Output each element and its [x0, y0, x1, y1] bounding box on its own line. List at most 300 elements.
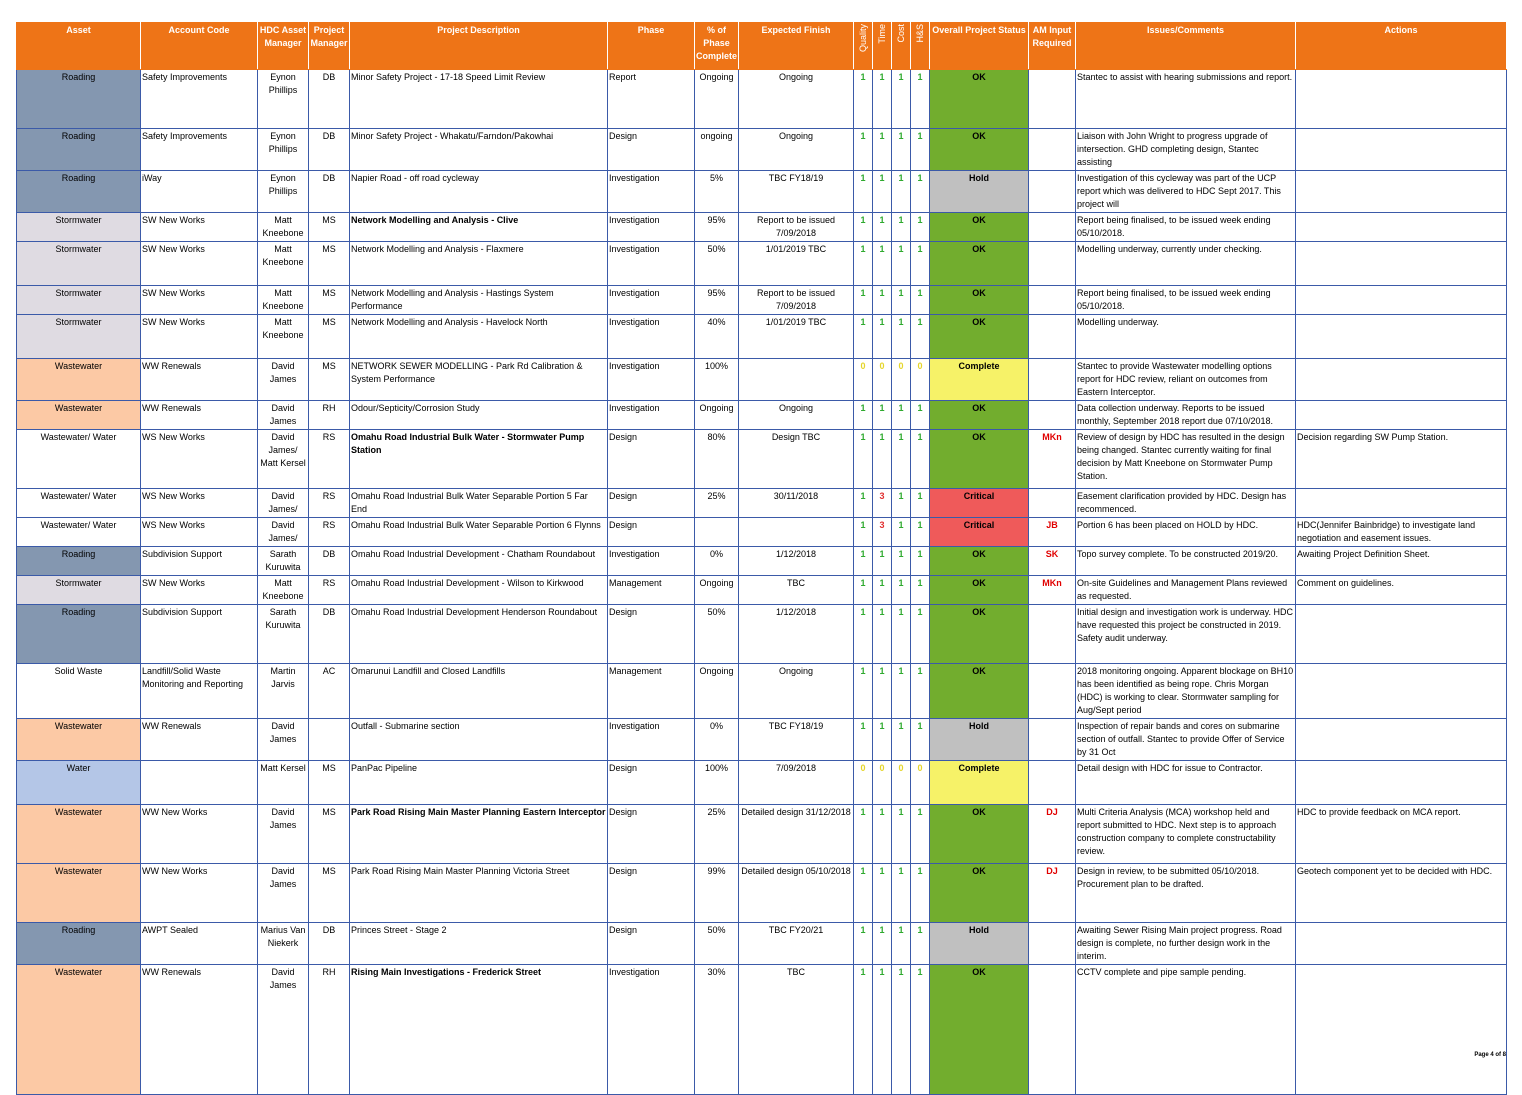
asset-cell: Roading [17, 547, 141, 576]
status-cell: OK [930, 664, 1029, 719]
phase-cell: Design [608, 923, 695, 965]
am-input-cell: MKn [1029, 576, 1076, 605]
time-cell: 1 [873, 923, 892, 965]
expected-finish-cell [739, 359, 854, 401]
phase-cell: Investigation [608, 213, 695, 242]
hs-cell: 1 [911, 965, 930, 1095]
actions-cell: Awaiting Project Definition Sheet. [1296, 547, 1507, 576]
header-account-code: Account Code [141, 23, 258, 70]
table-row [17, 171, 1507, 213]
description-cell: Napier Road - off road cycleway [350, 171, 608, 213]
cost-cell: 1 [892, 315, 911, 359]
percent-cell: 25% [695, 805, 739, 864]
table-row [17, 605, 1507, 664]
project-manager-cell: MS [309, 213, 350, 242]
phase-cell: Design [608, 605, 695, 664]
cost-cell: 1 [892, 576, 911, 605]
actions-cell [1296, 923, 1507, 965]
phase-cell: Investigation [608, 401, 695, 430]
hdc-manager-cell: Matt Kersel [258, 761, 309, 805]
status-cell: Hold [930, 171, 1029, 213]
header-am-input: AM Input Required [1029, 23, 1076, 70]
hdc-manager-cell: David James [258, 965, 309, 1095]
quality-cell: 1 [854, 286, 873, 315]
description-cell: Park Road Rising Main Master Planning Victoria Street [350, 864, 608, 923]
table-row [17, 242, 1507, 286]
table-row [17, 518, 1507, 547]
table-row [17, 213, 1507, 242]
project-manager-cell: DB [309, 171, 350, 213]
expected-finish-cell: Ongoing [739, 664, 854, 719]
am-input-cell [1029, 315, 1076, 359]
hs-cell: 1 [911, 664, 930, 719]
issues-cell: Easement clarification provided by HDC. Design has recommenced. [1076, 489, 1296, 518]
hdc-manager-cell: David James [258, 805, 309, 864]
phase-cell: Management [608, 664, 695, 719]
description-cell: Omahu Road Industrial Bulk Water Separable Portion 5 Far End [350, 489, 608, 518]
quality-cell: 0 [854, 359, 873, 401]
actions-cell [1296, 761, 1507, 805]
percent-cell: Ongoing [695, 664, 739, 719]
time-cell: 1 [873, 576, 892, 605]
issues-cell: Stantec to provide Wastewater modelling options report for HDC review, reliant on outcomes from Eastern Interceptor. [1076, 359, 1296, 401]
asset-cell: Roading [17, 605, 141, 664]
percent-cell: 40% [695, 315, 739, 359]
header-actions: Actions [1296, 23, 1507, 70]
time-cell: 3 [873, 489, 892, 518]
percent-cell: 0% [695, 547, 739, 576]
expected-finish-cell: Detailed design 05/10/2018 [739, 864, 854, 923]
expected-finish-cell: TBC [739, 965, 854, 1095]
time-cell: 1 [873, 401, 892, 430]
quality-cell: 1 [854, 213, 873, 242]
am-input-cell [1029, 719, 1076, 761]
quality-cell: 1 [854, 129, 873, 171]
issues-cell: Review of design by HDC has resulted in the design being changed. Stantec currently waiting for final decision by Matt Kneebone on Stormwater Pump Station. [1076, 430, 1296, 489]
cost-cell: 1 [892, 518, 911, 547]
hs-cell: 1 [911, 430, 930, 489]
expected-finish-cell: 1/01/2019 TBC [739, 315, 854, 359]
expected-finish-cell: TBC FY20/21 [739, 923, 854, 965]
status-cell: Hold [930, 923, 1029, 965]
issues-cell: Report being finalised, to be issued week ending 05/10/2018. [1076, 213, 1296, 242]
issues-cell: Data collection underway. Reports to be issued monthly, September 2018 report due 07/10/2018. [1076, 401, 1296, 430]
time-cell: 1 [873, 70, 892, 129]
cost-cell: 0 [892, 761, 911, 805]
header-issues: Issues/Comments [1076, 23, 1296, 70]
quality-cell: 1 [854, 171, 873, 213]
project-manager-cell: RS [309, 518, 350, 547]
account-code-cell: Safety Improvements [141, 129, 258, 171]
am-input-cell [1029, 70, 1076, 129]
cost-cell: 1 [892, 171, 911, 213]
issues-cell: Inspection of repair bands and cores on submarine section of outfall. Stantec to provide Offer of Service by 31 Oct [1076, 719, 1296, 761]
actions-cell: Comment on guidelines. [1296, 576, 1507, 605]
am-input-cell: DJ [1029, 805, 1076, 864]
percent-cell: 95% [695, 213, 739, 242]
table-row [17, 805, 1507, 864]
expected-finish-cell: Design TBC [739, 430, 854, 489]
issues-cell: Investigation of this cycleway was part of the UCP report which was delivered to HDC Sept 2017. This project will [1076, 171, 1296, 213]
issues-cell: Awaiting Sewer Rising Main project progress. Road design is complete, no further design work in the interim. [1076, 923, 1296, 965]
project-manager-cell: RS [309, 489, 350, 518]
account-code-cell: WS New Works [141, 430, 258, 489]
header-percent: % of Phase Complete [695, 23, 739, 70]
project-manager-cell: RS [309, 576, 350, 605]
hs-cell: 1 [911, 923, 930, 965]
account-code-cell: WW New Works [141, 805, 258, 864]
project-manager-cell: DB [309, 547, 350, 576]
project-manager-cell: MS [309, 805, 350, 864]
am-input-cell [1029, 129, 1076, 171]
header-description: Project Description [350, 23, 608, 70]
account-code-cell: WW Renewals [141, 401, 258, 430]
project-manager-cell: MS [309, 315, 350, 359]
description-cell: Network Modelling and Analysis - Hastings System Performance [350, 286, 608, 315]
issues-cell: CCTV complete and pipe sample pending. [1076, 965, 1296, 1095]
hs-cell: 1 [911, 315, 930, 359]
time-cell: 0 [873, 761, 892, 805]
percent-cell: 50% [695, 605, 739, 664]
phase-cell: Investigation [608, 359, 695, 401]
table-row [17, 864, 1507, 923]
expected-finish-cell: Ongoing [739, 401, 854, 430]
status-cell: OK [930, 605, 1029, 664]
quality-cell: 1 [854, 242, 873, 286]
table-row [17, 489, 1507, 518]
hdc-manager-cell: Marius Van Niekerk [258, 923, 309, 965]
status-cell: OK [930, 965, 1029, 1095]
hs-cell: 1 [911, 805, 930, 864]
account-code-cell: WW New Works [141, 864, 258, 923]
time-cell: 1 [873, 805, 892, 864]
hs-cell: 1 [911, 719, 930, 761]
time-cell: 1 [873, 286, 892, 315]
am-input-cell [1029, 242, 1076, 286]
asset-cell: Stormwater [17, 286, 141, 315]
status-cell: Critical [930, 489, 1029, 518]
header-status: Overall Project Status [930, 23, 1029, 70]
time-cell: 1 [873, 430, 892, 489]
hs-cell: 1 [911, 605, 930, 664]
hs-cell: 1 [911, 213, 930, 242]
actions-cell [1296, 965, 1507, 1095]
am-input-cell [1029, 359, 1076, 401]
time-cell: 1 [873, 664, 892, 719]
quality-cell: 1 [854, 719, 873, 761]
description-cell: Network Modelling and Analysis - Flaxmere [350, 242, 608, 286]
project-manager-cell: MS [309, 359, 350, 401]
status-cell: OK [930, 401, 1029, 430]
issues-cell: 2018 monitoring ongoing. Apparent blockage on BH10 has been identified as being rope. Chris Morgan (HDC) is working to clear. Stormwater sampling for Aug/Sept period [1076, 664, 1296, 719]
hdc-manager-cell: David James/ Matt Kersel [258, 430, 309, 489]
am-input-cell: MKn [1029, 430, 1076, 489]
expected-finish-cell: TBC FY18/19 [739, 171, 854, 213]
issues-cell: Liaison with John Wright to progress upgrade of intersection. GHD completing design, Stantec assisting [1076, 129, 1296, 171]
issues-cell: Portion 6 has been placed on HOLD by HDC. [1076, 518, 1296, 547]
cost-cell: 1 [892, 242, 911, 286]
header-quality: Quality [854, 23, 873, 70]
am-input-cell [1029, 605, 1076, 664]
percent-cell: Ongoing [695, 70, 739, 129]
asset-cell: Wastewater/ Water [17, 430, 141, 489]
project-manager-cell: MS [309, 242, 350, 286]
am-input-cell [1029, 489, 1076, 518]
asset-cell: Roading [17, 129, 141, 171]
quality-cell: 1 [854, 864, 873, 923]
actions-cell [1296, 401, 1507, 430]
hdc-manager-cell: David James [258, 864, 309, 923]
actions-cell [1296, 242, 1507, 286]
account-code-cell: SW New Works [141, 576, 258, 605]
time-cell: 1 [873, 171, 892, 213]
project-manager-cell [309, 719, 350, 761]
account-code-cell: AWPT Sealed [141, 923, 258, 965]
hs-cell: 1 [911, 576, 930, 605]
hdc-manager-cell: David James [258, 401, 309, 430]
percent-cell: ongoing [695, 129, 739, 171]
am-input-cell [1029, 965, 1076, 1095]
issues-cell: Detail design with HDC for issue to Contractor. [1076, 761, 1296, 805]
asset-cell: Stormwater [17, 242, 141, 286]
project-manager-cell: MS [309, 761, 350, 805]
cost-cell: 1 [892, 213, 911, 242]
expected-finish-cell: 1/12/2018 [739, 605, 854, 664]
cost-cell: 1 [892, 605, 911, 664]
description-cell: Omahu Road Industrial Development - Chatham Roundabout [350, 547, 608, 576]
header-expected-finish: Expected Finish [739, 23, 854, 70]
account-code-cell [141, 761, 258, 805]
time-cell: 1 [873, 864, 892, 923]
header-time: Time [873, 23, 892, 70]
issues-cell: Design in review, to be submitted 05/10/2018. Procurement plan to be drafted. [1076, 864, 1296, 923]
asset-cell: Wastewater/ Water [17, 518, 141, 547]
project-manager-cell: RH [309, 965, 350, 1095]
cost-cell: 1 [892, 489, 911, 518]
percent-cell: 5% [695, 171, 739, 213]
table-row [17, 401, 1507, 430]
hdc-manager-cell: Matt Kneebone [258, 576, 309, 605]
status-cell: OK [930, 286, 1029, 315]
actions-cell [1296, 129, 1507, 171]
expected-finish-cell: TBC FY18/19 [739, 719, 854, 761]
table-row [17, 286, 1507, 315]
table-row [17, 761, 1507, 805]
asset-cell: Roading [17, 171, 141, 213]
table-row [17, 430, 1507, 489]
description-cell: Park Road Rising Main Master Planning Eastern Interceptor [350, 805, 608, 864]
status-cell: OK [930, 430, 1029, 489]
expected-finish-cell: Ongoing [739, 129, 854, 171]
asset-cell: Wastewater [17, 401, 141, 430]
am-input-cell [1029, 923, 1076, 965]
asset-cell: Wastewater/ Water [17, 489, 141, 518]
status-cell: OK [930, 576, 1029, 605]
table-row [17, 965, 1507, 1095]
percent-cell: 0% [695, 719, 739, 761]
project-manager-cell: MS [309, 864, 350, 923]
asset-cell: Stormwater [17, 315, 141, 359]
expected-finish-cell: Report to be issued 7/09/2018 [739, 286, 854, 315]
percent-cell: 80% [695, 430, 739, 489]
quality-cell: 1 [854, 923, 873, 965]
time-cell: 1 [873, 547, 892, 576]
percent-cell: 100% [695, 359, 739, 401]
phase-cell: Design [608, 805, 695, 864]
header-hs: H&S [911, 23, 930, 70]
phase-cell: Investigation [608, 315, 695, 359]
hdc-manager-cell: Sarath Kuruwita [258, 547, 309, 576]
status-cell: Complete [930, 761, 1029, 805]
time-cell: 1 [873, 213, 892, 242]
description-cell: Princes Street - Stage 2 [350, 923, 608, 965]
percent-cell: 30% [695, 965, 739, 1095]
account-code-cell: Subdivision Support [141, 547, 258, 576]
account-code-cell: WW Renewals [141, 965, 258, 1095]
cost-cell: 1 [892, 547, 911, 576]
hdc-manager-cell: Martin Jarvis [258, 664, 309, 719]
phase-cell: Investigation [608, 171, 695, 213]
phase-cell: Investigation [608, 547, 695, 576]
quality-cell: 1 [854, 430, 873, 489]
hs-cell: 1 [911, 286, 930, 315]
percent-cell: Ongoing [695, 401, 739, 430]
account-code-cell: WS New Works [141, 518, 258, 547]
hs-cell: 1 [911, 401, 930, 430]
time-cell: 3 [873, 518, 892, 547]
cost-cell: 1 [892, 401, 911, 430]
asset-cell: Roading [17, 70, 141, 129]
project-manager-cell: DB [309, 605, 350, 664]
status-cell: Hold [930, 719, 1029, 761]
percent-cell: 99% [695, 864, 739, 923]
hdc-manager-cell: David James/ [258, 489, 309, 518]
hs-cell: 1 [911, 489, 930, 518]
account-code-cell: SW New Works [141, 286, 258, 315]
account-code-cell: Safety Improvements [141, 70, 258, 129]
cost-cell: 1 [892, 719, 911, 761]
am-input-cell: JB [1029, 518, 1076, 547]
hs-cell: 1 [911, 70, 930, 129]
status-cell: Critical [930, 518, 1029, 547]
actions-cell [1296, 605, 1507, 664]
time-cell: 1 [873, 719, 892, 761]
time-cell: 1 [873, 605, 892, 664]
header-cost: Cost [892, 23, 911, 70]
description-cell: Network Modelling and Analysis - Clive [350, 213, 608, 242]
am-input-cell [1029, 401, 1076, 430]
quality-cell: 1 [854, 805, 873, 864]
percent-cell: 95% [695, 286, 739, 315]
phase-cell: Design [608, 864, 695, 923]
description-cell: Omarunui Landfill and Closed Landfills [350, 664, 608, 719]
expected-finish-cell: Detailed design 31/12/2018 [739, 805, 854, 864]
phase-cell: Design [608, 761, 695, 805]
asset-cell: Wastewater [17, 719, 141, 761]
hdc-manager-cell: Matt Kneebone [258, 315, 309, 359]
header-project-manager: Project Manager [309, 23, 350, 70]
table-row [17, 719, 1507, 761]
header-hdc-manager: HDC Asset Manager [258, 23, 309, 70]
asset-cell: Roading [17, 923, 141, 965]
project-manager-cell: RS [309, 430, 350, 489]
actions-cell [1296, 489, 1507, 518]
account-code-cell: SW New Works [141, 315, 258, 359]
hs-cell: 1 [911, 242, 930, 286]
time-cell: 1 [873, 242, 892, 286]
issues-cell: On-site Guidelines and Management Plans reviewed as requested. [1076, 576, 1296, 605]
am-input-cell [1029, 171, 1076, 213]
status-cell: Complete [930, 359, 1029, 401]
page-number: Page 4 of 8 [1474, 1052, 1506, 1058]
table-body [17, 70, 1507, 1095]
issues-cell: Modelling underway, currently under checking. [1076, 242, 1296, 286]
account-code-cell: SW New Works [141, 213, 258, 242]
project-manager-cell: RH [309, 401, 350, 430]
description-cell: Omahu Road Industrial Development Henderson Roundabout [350, 605, 608, 664]
am-input-cell [1029, 213, 1076, 242]
asset-cell: Wastewater [17, 359, 141, 401]
description-cell: PanPac Pipeline [350, 761, 608, 805]
account-code-cell: WW Renewals [141, 359, 258, 401]
hdc-manager-cell: Matt Kneebone [258, 286, 309, 315]
time-cell: 1 [873, 315, 892, 359]
quality-cell: 1 [854, 965, 873, 1095]
quality-cell: 1 [854, 664, 873, 719]
cost-cell: 1 [892, 805, 911, 864]
phase-cell: Investigation [608, 242, 695, 286]
table-row [17, 664, 1507, 719]
project-manager-cell: DB [309, 923, 350, 965]
account-code-cell: iWay [141, 171, 258, 213]
percent-cell: 25% [695, 489, 739, 518]
status-cell: OK [930, 213, 1029, 242]
cost-cell: 1 [892, 129, 911, 171]
hdc-manager-cell: David James/ [258, 518, 309, 547]
quality-cell: 1 [854, 518, 873, 547]
quality-cell: 1 [854, 605, 873, 664]
hs-cell: 1 [911, 864, 930, 923]
am-input-cell: SK [1029, 547, 1076, 576]
expected-finish-cell: Ongoing [739, 70, 854, 129]
expected-finish-cell: TBC [739, 576, 854, 605]
quality-cell: 1 [854, 489, 873, 518]
phase-cell: Design [608, 489, 695, 518]
hdc-manager-cell: Matt Kneebone [258, 242, 309, 286]
am-input-cell: DJ [1029, 864, 1076, 923]
asset-cell: Wastewater [17, 805, 141, 864]
actions-cell: Decision regarding SW Pump Station. [1296, 430, 1507, 489]
status-cell: OK [930, 805, 1029, 864]
actions-cell [1296, 171, 1507, 213]
time-cell: 1 [873, 129, 892, 171]
hs-cell: 0 [911, 359, 930, 401]
actions-cell [1296, 213, 1507, 242]
hdc-manager-cell: Matt Kneebone [258, 213, 309, 242]
table-row [17, 129, 1507, 171]
description-cell: Rising Main Investigations - Frederick Street [350, 965, 608, 1095]
project-status-table [16, 22, 1507, 1095]
table-row [17, 315, 1507, 359]
am-input-cell [1029, 761, 1076, 805]
cost-cell: 1 [892, 864, 911, 923]
cost-cell: 1 [892, 286, 911, 315]
description-cell: Omahu Road Industrial Bulk Water Separable Portion 6 Flynns [350, 518, 608, 547]
phase-cell: Investigation [608, 719, 695, 761]
header-phase: Phase [608, 23, 695, 70]
time-cell: 0 [873, 359, 892, 401]
description-cell: Omahu Road Industrial Bulk Water - Stormwater Pump Station [350, 430, 608, 489]
